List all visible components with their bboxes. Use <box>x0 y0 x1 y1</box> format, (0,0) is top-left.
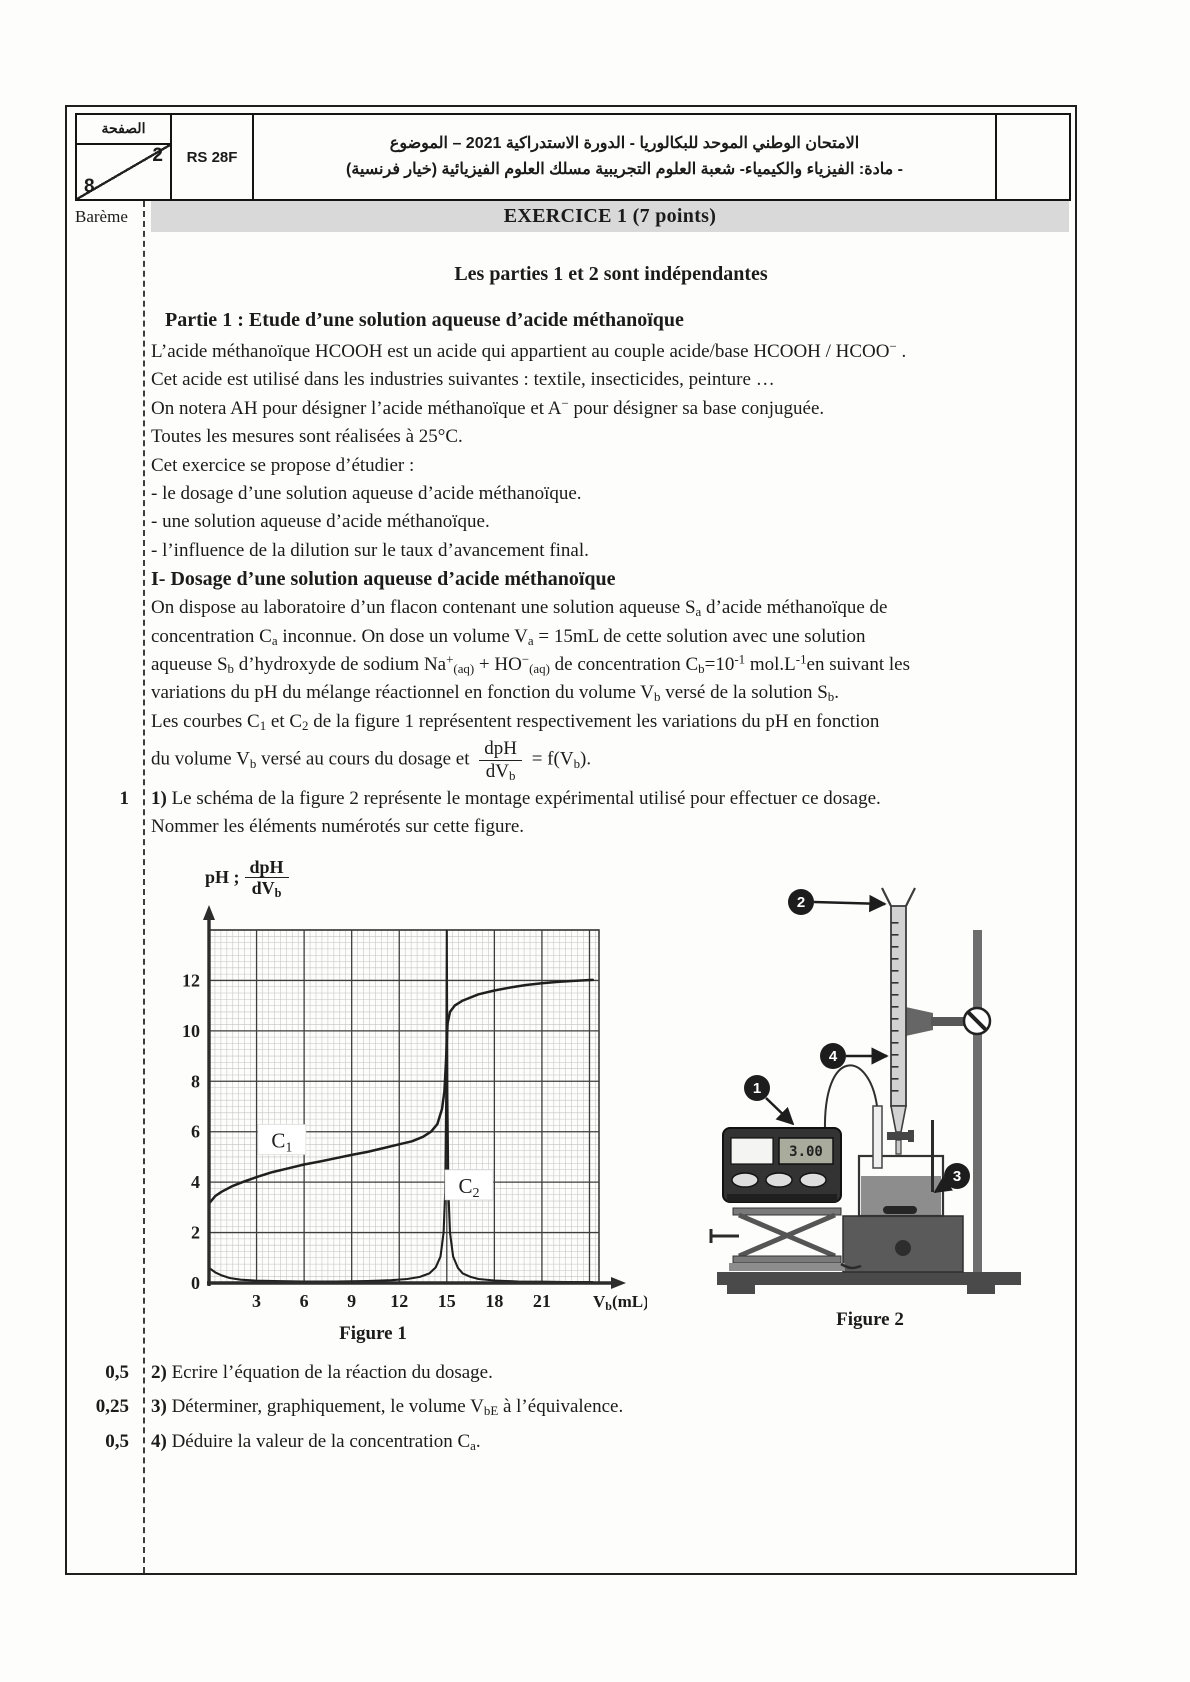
x-tick-label: 12 <box>390 1290 409 1311</box>
curve-label: C2 <box>458 1173 480 1201</box>
dosage-line: concentration $C_a$ inconnue. On dose un volume $V_a = 15mL$ de cette solution avec une solution <box>151 625 866 648</box>
question-4-text: 4) Déduire la valeur de la concentration $C_a$. <box>151 1430 481 1453</box>
question-2-text: 2) Ecrire l’équation de la réaction du dosage. <box>151 1361 493 1383</box>
part1-heading: Partie 1 : Etude d’une solution aqueuse d’acide méthanoïque <box>165 309 684 331</box>
thermometer-rod <box>931 1120 934 1192</box>
exercise-content <box>67 201 1071 1456</box>
stand-rod <box>973 930 982 1272</box>
x-tick-label: 21 <box>532 1290 551 1311</box>
question-2-score: 0,5 <box>105 1361 129 1383</box>
y-tick-label: 12 <box>182 970 200 991</box>
stand-base <box>717 1272 1021 1285</box>
intro-line: Cet exercice se propose d’étudier : <box>151 454 415 476</box>
badge-3-label: 3 <box>952 1167 962 1185</box>
x-tick-label: 6 <box>299 1290 309 1311</box>
ph-electrode <box>873 1106 882 1168</box>
x-axis-arrow <box>611 1277 626 1289</box>
exam-code: RS 28F <box>170 113 254 201</box>
titration-curves-chart <box>163 904 647 1316</box>
question-4-score: 0,5 <box>105 1430 129 1452</box>
yaxis-fraction-denominator: $dV_b$ <box>251 878 282 901</box>
intro-line: L’acide méthanoïque HCOOH est un acide qui appartient au couple acide/base HCOOH / HCOO− . <box>151 338 907 362</box>
dosage-line: On dispose au laboratoire d’un flacon contenant une solution aqueuse $S_a$ d’acide méthanoïque de <box>151 597 888 620</box>
ph-meter-button <box>800 1173 826 1187</box>
stir-bar <box>883 1206 917 1214</box>
total-page-number: 8 <box>84 176 95 197</box>
question-2-row <box>67 1359 1071 1387</box>
stirrer-knob <box>895 1240 911 1256</box>
stand-foot-left <box>727 1285 755 1294</box>
intro-line: - une solution aqueuse d’acide méthanoïque. <box>151 511 490 533</box>
figure2-caption: Figure 2 <box>836 1308 904 1330</box>
electrode-wire <box>825 1065 877 1132</box>
badge-2-label: 2 <box>796 893 806 911</box>
x-axis-label: Vb(mL) <box>593 1291 647 1313</box>
x-tick-label: 18 <box>485 1290 504 1311</box>
jack-bottom-platform <box>733 1256 841 1263</box>
jack-base-plate <box>729 1263 845 1271</box>
ph-meter-button <box>732 1173 758 1187</box>
bareme-column-label: Barème <box>75 207 128 226</box>
yaxis-label-prefix: pH ; <box>205 867 240 888</box>
question-1-text: 1) Le schéma de la figure 2 représente le montage expérimental utilisé pour effectuer ce dosage. Nommer les éléments numérotés sur cette figure. <box>151 787 881 838</box>
y-tick-label: 10 <box>182 1020 200 1041</box>
page-indicator-box <box>75 113 172 201</box>
stopcock-handle <box>908 1130 914 1142</box>
y-tick-label: 0 <box>191 1272 200 1293</box>
question-3-score: 0,25 <box>95 1396 129 1418</box>
exam-title-box <box>252 113 997 201</box>
ph-meter-button <box>766 1173 792 1187</box>
figure-2 <box>705 880 1035 1331</box>
x-tick-label: 3 <box>252 1290 262 1311</box>
dosage-fraction-line: du volume $V_b$ versé au cours du dosage et $\frac{\text{dpH}}{dV_b}$ = $f(V_b)$. <box>151 738 592 784</box>
figure1-caption: Figure 1 <box>339 1322 407 1344</box>
exercise-banner: EXERCICE 1 (7 points) <box>151 201 1069 232</box>
question-3-row <box>67 1393 1071 1421</box>
question-1-score: 1 <box>119 787 129 809</box>
header-empty-box <box>995 113 1071 201</box>
stand-foot-right <box>967 1285 995 1294</box>
yaxis-fraction-numerator: dpH <box>245 857 289 879</box>
current-page-number: 2 <box>152 145 163 166</box>
ph-meter-panel <box>731 1138 773 1164</box>
independence-note: Les parties 1 et 2 sont indépendantes <box>454 263 768 285</box>
badge-4-label: 4 <box>828 1047 838 1065</box>
figures-row <box>151 852 1071 1345</box>
page-word-arabic: الصفحة <box>77 115 170 145</box>
badge-1-arrow <box>766 1098 793 1124</box>
y-tick-label: 8 <box>191 1071 200 1092</box>
question-1-row <box>67 785 1071 842</box>
ph-meter-base-strip <box>727 1194 837 1202</box>
figure-1 <box>163 852 647 1345</box>
titration-setup-diagram <box>705 880 1035 1300</box>
dosage-line: variations du pH du mélange réactionnel en fonction du volume $V_b$ versé de la solution $S_b$. <box>151 682 839 705</box>
intro-line: - l’influence de la dilution sur le taux d’avancement final. <box>151 539 589 561</box>
exam-title-line1: الامتحان الوطني الموحد للبكالوريا - الدورة الاستدراكية 2021 – الموضوع <box>389 135 860 152</box>
ph-meter-reading: 3.00 <box>789 1143 823 1160</box>
x-tick-label: 15 <box>437 1290 456 1311</box>
intro-line: Toutes les mesures sont réalisées à 25°C. <box>151 426 463 448</box>
badge-1-label: 1 <box>752 1079 762 1097</box>
section1-heading: I- Dosage d’une solution aqueuse d’acide méthanoïque <box>151 568 616 591</box>
y-tick-label: 6 <box>191 1121 200 1142</box>
figure1-y-axis-label <box>205 852 647 904</box>
badge-2-arrow <box>814 902 885 904</box>
question-3-text: 3) Déterminer, graphiquement, le volume $V_{bE}$ à l’équivalence. <box>151 1396 624 1419</box>
yaxis-label-fraction <box>245 857 289 899</box>
intro-line: - le dosage d’une solution aqueuse d’acide méthanoïque. <box>151 483 582 505</box>
exam-title-line2: - مادة: الفيزياء والكيمياء- شعبة العلوم التجريبية مسلك العلوم الفيزيائية (خيار فرنسية) <box>346 161 903 178</box>
intro-line: On notera AH pour désigner l’acide méthanoïque et A− pour désigner sa base conjuguée. <box>151 395 825 419</box>
jack-top-platform <box>733 1208 841 1215</box>
y-axis-arrow <box>203 905 215 920</box>
dosage-line: Les courbes $C_1$ et $C_2$ de la figure 1 représentent respectivement les variations du pH en fonction <box>151 710 880 734</box>
intro-line: Cet acide est utilisé dans les industries suivantes : textile, insecticides, peinture … <box>151 369 775 391</box>
burette-top-flare-right <box>906 888 915 906</box>
burette-taper <box>891 1106 906 1132</box>
curve-C1 <box>209 980 593 1204</box>
x-tick-label: 9 <box>347 1290 357 1311</box>
exam-header <box>75 113 1071 201</box>
questions-after-figures <box>67 1359 1071 1456</box>
curve-label: C1 <box>271 1128 293 1156</box>
y-tick-label: 2 <box>191 1222 200 1243</box>
question-4-row <box>67 1428 1071 1456</box>
dosage-line: aqueuse $S_b$ d’hydroxyde de sodium $Na^+_{(aq)} + HO^-_{(aq)}$ de concentration $C_b=10^{-1}$ $mol.L^{-1}en$ suivant les <box>151 651 910 677</box>
page-fraction-cell <box>77 145 170 199</box>
y-tick-label: 4 <box>191 1171 200 1192</box>
burette-tip <box>896 1140 901 1154</box>
burette-stopcock <box>887 1132 910 1140</box>
page-frame <box>65 105 1077 1575</box>
